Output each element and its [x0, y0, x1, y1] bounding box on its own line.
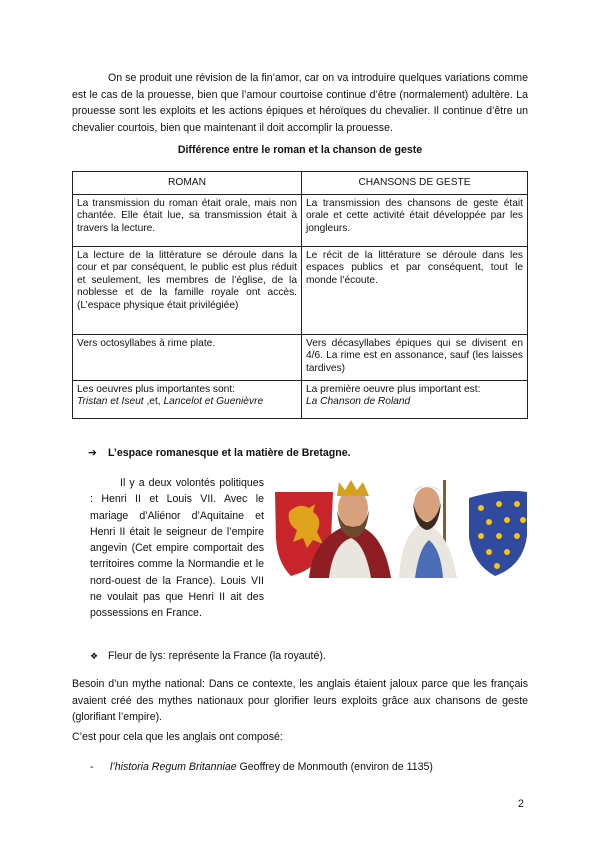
politics-text: Il y a deux volontés politiques : Henri II et Louis VII. Avec le mariage d’Aliénor d’Aquitaine et Henri II était le seigneur de l’empire angevin (Cet empire comportait des territoires comme la Normandie et le nord-ouest de la France). Louis VII ne voulait pas que Henri II ait des possessions en France. [90, 477, 264, 620]
comparison-table [72, 171, 528, 419]
table-row [73, 335, 528, 381]
table-row [73, 195, 528, 247]
kings-illustration [273, 478, 529, 578]
cell-geste-works [302, 381, 528, 419]
besoin-paragraph: Besoin d’un mythe national: Dans ce contexte, les anglais étaient jaloux parce que les français avaient créé des mythes nationaux pour glorifier leurs exploits grâce aux chansons de geste (glorifiant l’empire). [72, 678, 528, 724]
work-roland: La Chanson de Roland [306, 396, 411, 408]
section-heading [88, 447, 351, 459]
section-heading-text: L’espace romanesque et la matière de Bretagne. [108, 447, 351, 459]
roman-works-intro: Les oeuvres plus importantes sont: [77, 384, 235, 395]
table-row [73, 381, 528, 419]
works-separator: ,et, [143, 396, 164, 408]
geste-works-intro: La première oeuvre plus important est: [306, 384, 481, 395]
fleur-de-lys-shield [469, 491, 527, 576]
diamond-bullet-icon: ❖ [90, 651, 99, 661]
cell-geste-verse: Vers décasyllabes épiques qui se divisent en 4/6. La rime est en assonance, sauf (les laisses tardives) [302, 335, 528, 381]
intro-paragraph [72, 70, 528, 136]
bullet-text: Fleur de lys: représente la France (la royauté). [108, 650, 326, 662]
header-chansons: CHANSONS DE GESTE [302, 172, 528, 195]
list-item [90, 761, 433, 773]
table-title: Différence entre le roman et la chanson de geste [177, 144, 423, 156]
cell-roman-public: La lecture de la littérature se déroule dans la cour et par conséquent, le public est plus réduit et seulement, les membres de l’église, de la noblesse et de la famille royale ont accès. (L’espace physique était privilégiée) [73, 247, 302, 335]
header-roman: ROMAN [73, 172, 302, 195]
cell-geste-public: Le récit de la littérature se déroule dans les espaces publics et par conséquent, tout le monde l’écoute. [302, 247, 528, 335]
fleur-de-lys-bullet [90, 650, 326, 662]
king-louis-figure [399, 480, 457, 578]
intro-text: On se produit une révision de la fin’amor, car on va introduire quelques variations comme est le cas de la prouesse, bien que l’amour courtoise continue d’être (normalement) adultère. La prouesse sont les exploits et les actions épiques et héroïques du chevalier. Il continue d’être un chevalier courtois, bien que maintenant il doit accomplir la prouesse. [72, 72, 528, 134]
page-number: 2 [518, 798, 524, 810]
table-header-row [73, 172, 528, 195]
table-row [73, 247, 528, 335]
arrow-icon: ➔ [88, 447, 97, 459]
cest-line: C’est pour cela que les anglais ont composé: [72, 731, 283, 743]
cell-roman-transmission: La transmission du roman était orale, mais non chantée. Elle était lue, sa transmission était à travers la lecture. [73, 195, 302, 247]
cell-roman-works [73, 381, 302, 419]
work-lancelot: Lancelot et Guenièvre [163, 396, 264, 408]
historia-rest: Geoffrey de Monmouth (environ de 1135) [236, 761, 433, 773]
historia-title: l’historia Regum Britanniae [110, 761, 237, 773]
dash-bullet: - [90, 761, 94, 773]
politics-paragraph [90, 475, 264, 622]
cell-roman-verse: Vers octosyllabes à rime plate. [73, 335, 302, 381]
cell-geste-transmission: La transmission des chansons de geste était orale et cette activité était développée par les jongleurs. [302, 195, 528, 247]
work-tristan: Tristan et Iseut [77, 396, 144, 408]
